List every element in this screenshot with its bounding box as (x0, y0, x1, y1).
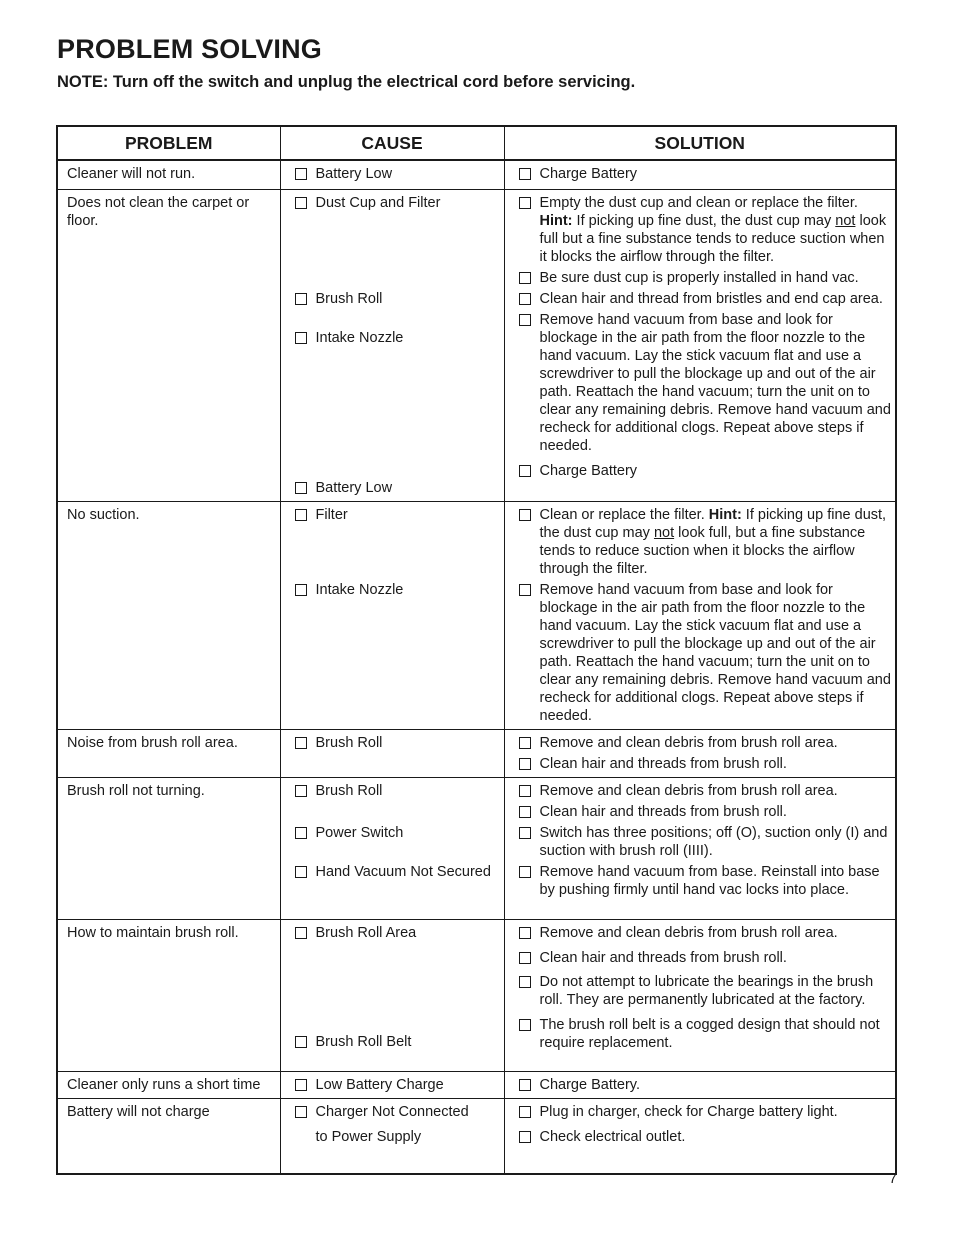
cause-item: Dust Cup and Filter (295, 194, 501, 272)
solution-cell (504, 189, 896, 501)
solution-cell (504, 777, 896, 919)
cause-item: Battery Low (295, 479, 501, 497)
cause-item: Hand Vacuum Not Secured (295, 863, 501, 881)
checkbox-icon[interactable] (295, 827, 307, 839)
solution-item: Do not attempt to lubricate the bearings in the brush roll. They are permanently lubricated at the factory. (519, 973, 893, 1009)
checkbox-icon[interactable] (519, 314, 531, 326)
cause-cell (280, 1071, 504, 1098)
problem-solving-table (56, 125, 897, 1175)
solution-item: Remove hand vacuum from base. Reinstall into base by pushing firmly until hand vac locks into place. (519, 863, 893, 899)
solution-item: Check electrical outlet. (519, 1128, 893, 1146)
checkbox-icon[interactable] (295, 197, 307, 209)
problem-cell: Battery will not charge (57, 1098, 280, 1174)
solution-item: Clean hair and threads from brush roll. (519, 803, 893, 821)
cause-cell (280, 777, 504, 919)
checkbox-icon[interactable] (519, 1079, 531, 1091)
cause-item: Brush Roll Belt (295, 1033, 501, 1051)
solution-item: The brush roll belt is a cogged design that should not require replacement. (519, 1016, 893, 1052)
checkbox-icon[interactable] (519, 866, 531, 878)
checkbox-icon[interactable] (519, 785, 531, 797)
problem-cell: How to maintain brush roll. (57, 919, 280, 1071)
table-row (57, 777, 896, 919)
checkbox-icon[interactable] (295, 293, 307, 305)
cause-item: Intake Nozzle (295, 329, 501, 479)
header-problem: PROBLEM (57, 126, 280, 160)
checkbox-icon[interactable] (519, 197, 531, 209)
cause-item: Brush Roll (295, 290, 501, 311)
solution-item: Remove and clean debris from brush roll area. (519, 734, 893, 752)
checkbox-icon[interactable] (519, 1131, 531, 1143)
checkbox-icon[interactable] (295, 584, 307, 596)
solution-item: Remove and clean debris from brush roll area. (519, 924, 893, 942)
checkbox-icon[interactable] (519, 272, 531, 284)
solution-cell (504, 160, 896, 189)
cause-cell (280, 160, 504, 189)
problem-cell: Does not clean the carpet or floor. (57, 189, 280, 501)
checkbox-icon[interactable] (519, 584, 531, 596)
cause-item-continuation: to Power Supply (315, 1128, 422, 1145)
hint-label: Hint: (539, 212, 573, 229)
cause-cell (280, 729, 504, 777)
checkbox-icon[interactable] (295, 509, 307, 521)
checkbox-icon[interactable] (519, 976, 531, 988)
checkbox-icon[interactable] (295, 332, 307, 344)
solution-item: Charge Battery (519, 165, 893, 183)
table-row (57, 189, 896, 501)
cause-item: Low Battery Charge (295, 1076, 501, 1094)
solution-cell (504, 919, 896, 1071)
cause-item: Battery Low (295, 165, 501, 183)
checkbox-icon[interactable] (295, 927, 307, 939)
cause-item: Brush Roll (295, 782, 501, 821)
solution-item: Charge Battery (519, 462, 893, 480)
checkbox-icon[interactable] (519, 1019, 531, 1031)
checkbox-icon[interactable] (295, 785, 307, 797)
cause-item: Intake Nozzle (295, 581, 501, 599)
checkbox-icon[interactable] (519, 952, 531, 964)
checkbox-icon[interactable] (519, 168, 531, 180)
solution-item: Remove hand vacuum from base and look for blockage in the air path from the floor nozzle to the hand vacuum. Lay the stick vacuum flat and use a screwdriver to pull the blockage up and out of the air path. Reattach the hand vacuum; turn the unit on to clear any remaining debris. Remove hand vacuum and recheck for additional clogs. Repeat above steps if needed. (519, 581, 893, 725)
checkbox-icon[interactable] (295, 1079, 307, 1091)
checkbox-icon[interactable] (519, 806, 531, 818)
checkbox-icon[interactable] (295, 1036, 307, 1048)
solution-item: Clean hair and threads from brush roll. (519, 755, 893, 773)
checkbox-icon[interactable] (519, 758, 531, 770)
solution-cell (504, 729, 896, 777)
problem-cell: Cleaner will not run. (57, 160, 280, 189)
problem-cell: Cleaner only runs a short time (57, 1071, 280, 1098)
solution-item: Clean or replace the filter. Hint: If picking up fine dust, the dust cup may not look full, but a fine substance tends to reduce suction when it blocks the airflow through the filter. (519, 506, 893, 578)
solution-item: Clean hair and thread from bristles and end cap area. (519, 290, 893, 308)
table-row (57, 1098, 896, 1174)
problem-cell: No suction. (57, 501, 280, 729)
cause-item: Charger Not Connected (295, 1103, 501, 1121)
hint-label: Hint: (708, 506, 742, 523)
checkbox-icon[interactable] (519, 465, 531, 477)
solution-cell (504, 501, 896, 729)
checkbox-icon[interactable] (295, 168, 307, 180)
table-row (57, 501, 896, 729)
checkbox-icon[interactable] (519, 509, 531, 521)
checkbox-icon[interactable] (295, 482, 307, 494)
solution-cell (504, 1098, 896, 1174)
solution-item: Remove and clean debris from brush roll area. (519, 782, 893, 800)
cause-item: Filter (295, 506, 501, 578)
solution-item: Empty the dust cup and clean or replace the filter. Hint: If picking up fine dust, the dust cup may not look full but a fine substance tends to reduce suction when it blocks the airflow through the filter. (519, 194, 893, 266)
solution-item: Clean hair and threads from brush roll. (519, 949, 893, 967)
problem-cell: Noise from brush roll area. (57, 729, 280, 777)
table-row (57, 919, 896, 1071)
checkbox-icon[interactable] (295, 866, 307, 878)
cause-item: Brush Roll Area (295, 924, 501, 1030)
solution-item: Plug in charger, check for Charge battery light. (519, 1103, 893, 1121)
cause-cell (280, 189, 504, 501)
solution-item: Switch has three positions; off (O), suction only (I) and suction with brush roll (IIII). (519, 824, 893, 860)
table-row (57, 160, 896, 189)
cause-cell (280, 919, 504, 1071)
checkbox-icon[interactable] (295, 737, 307, 749)
checkbox-icon[interactable] (519, 1106, 531, 1118)
problem-cell: Brush roll not turning. (57, 777, 280, 919)
service-note: NOTE: Turn off the switch and unplug the electrical cord before servicing. (57, 73, 636, 91)
cause-cell (280, 1098, 504, 1174)
header-solution: SOLUTION (504, 126, 896, 160)
checkbox-icon[interactable] (519, 827, 531, 839)
table-row (57, 1071, 896, 1098)
table-row (57, 729, 896, 777)
header-cause: CAUSE (280, 126, 504, 160)
solution-item: Charge Battery. (519, 1076, 893, 1094)
checkbox-icon[interactable] (519, 293, 531, 305)
solution-item: Be sure dust cup is properly installed in hand vac. (519, 269, 893, 287)
solution-cell (504, 1071, 896, 1098)
solution-item: Remove hand vacuum from base and look for blockage in the air path from the floor nozzle to the hand vacuum. Lay the stick vacuum flat and use a screwdriver to pull the blockage up and out of the air path. Reattach the hand vacuum; turn the unit on to clear any remaining debris. Remove hand vacuum and recheck for additional clogs. Repeat above steps if needed. (519, 311, 893, 455)
checkbox-icon[interactable] (519, 927, 531, 939)
cause-item: Brush Roll (295, 734, 501, 752)
checkbox-icon[interactable] (519, 737, 531, 749)
page-title: PROBLEM SOLVING (57, 34, 323, 64)
cause-item: Power Switch (295, 824, 501, 860)
page-number: 7 (889, 1170, 897, 1186)
cause-cell (280, 501, 504, 729)
table-header-row (57, 126, 896, 160)
checkbox-icon[interactable] (295, 1106, 307, 1118)
